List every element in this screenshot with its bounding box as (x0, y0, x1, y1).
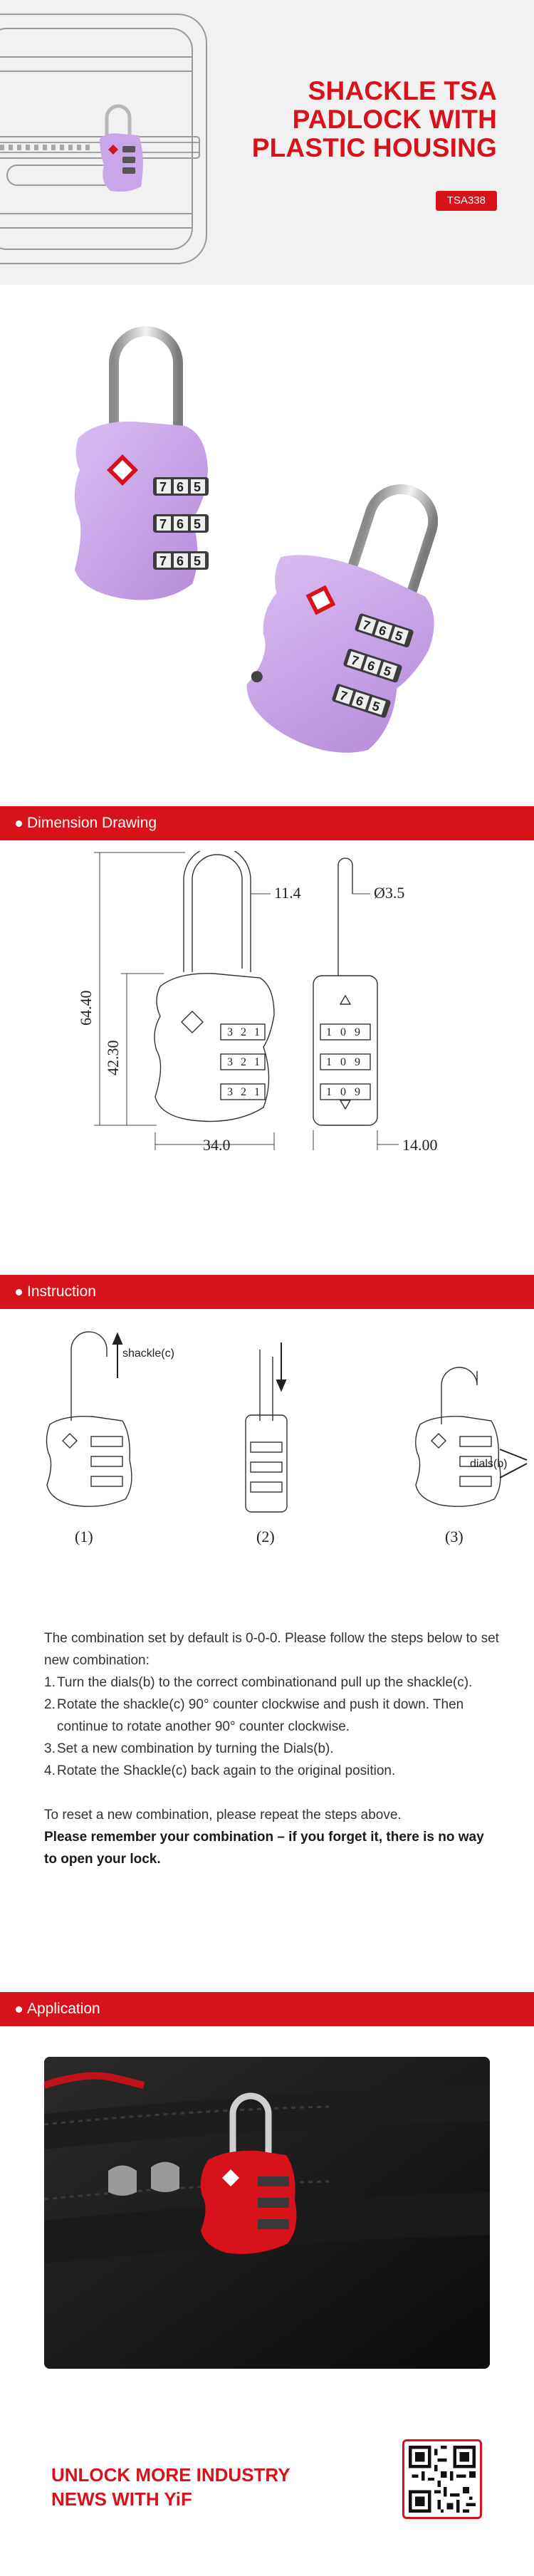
item-text: Set a new combination by turning the Dials(b). (57, 1741, 334, 1756)
dial-digit: 2 (241, 1056, 246, 1068)
section-title: Dimension Drawing (27, 815, 157, 831)
dial-digit: 1 (254, 1086, 260, 1098)
instruction-steps (0, 1328, 534, 1642)
instruction-text (44, 1627, 500, 1870)
section-header-dimension (0, 806, 534, 840)
model-badge: TSA338 (436, 191, 497, 211)
side-digit: 0 (340, 1056, 346, 1068)
padlock-illustration (0, 285, 534, 798)
dial-digit: 5 (370, 698, 382, 714)
item-number: 2. (44, 1697, 56, 1712)
side-digit: 9 (355, 1056, 360, 1068)
dial-digit: 2 (241, 1086, 246, 1098)
steps-diagram (0, 1328, 534, 1627)
lock-front (75, 331, 209, 600)
dim-depth: 14.00 (402, 1136, 438, 1154)
dim-width: 34.0 (203, 1136, 231, 1154)
dimension-diagram (0, 851, 534, 1278)
dim-bar: Ø3.5 (374, 884, 405, 902)
item-text: Rotate the shackle(c) 90° counter clockwise and push it down. Then continue to rotate another 90° counter clockwise. (57, 1697, 464, 1734)
dim-body-height: 42.30 (104, 1040, 122, 1075)
hero-title-line: PLASTIC HOUSING (251, 133, 497, 162)
reset-note: To reset a new combination, please repeat the steps above. (44, 1808, 402, 1823)
side-digit: 9 (355, 1026, 360, 1038)
application-photo (44, 2057, 490, 2369)
item-text: Turn the dials(b) to the correct combinationand pull up the shackle(c). (57, 1675, 473, 1690)
dial-digit: 5 (194, 554, 201, 568)
dial-digit: 6 (177, 517, 184, 531)
dial-digit: 3 (227, 1026, 233, 1038)
dial-digit: 7 (159, 554, 167, 568)
instruction-item (44, 1672, 500, 1694)
dial-digit: 5 (382, 663, 394, 679)
label-dials: dials(b) (470, 1458, 508, 1470)
lock-angled (227, 459, 474, 772)
instruction-intro: The combination set by default is 0-0-0. Please follow the steps below to set new combination: (44, 1631, 499, 1668)
product-photos (0, 285, 534, 798)
qr-code-icon (409, 2446, 476, 2513)
side-digit: 1 (326, 1056, 332, 1068)
item-text: Rotate the Shackle(c) back again to the original position. (57, 1763, 396, 1778)
instruction-list (44, 1672, 500, 1782)
side-digit: 0 (340, 1026, 346, 1038)
dial-digit: 6 (177, 480, 184, 494)
instruction-item (44, 1694, 500, 1738)
warning-note: Please remember your combination – if you forget it, there is no way to open your lock. (44, 1830, 484, 1867)
spacer (44, 1782, 500, 1804)
dial-digit: 1 (254, 1056, 260, 1068)
hero-title-line: SHACKLE TSA (308, 76, 497, 105)
step-number: (1) (75, 1528, 93, 1545)
dial-digit: 3 (227, 1086, 233, 1098)
bullet-icon (16, 820, 22, 827)
hero-title (241, 77, 497, 162)
step-number: (2) (256, 1528, 275, 1545)
section-title: Instruction (27, 1283, 96, 1300)
side-digit: 1 (326, 1086, 332, 1098)
side-digit: 9 (355, 1086, 360, 1098)
side-digit: 0 (340, 1086, 346, 1098)
dial-digit: 3 (227, 1056, 233, 1068)
dial-digit: 6 (177, 554, 184, 568)
item-number: 4. (44, 1763, 56, 1778)
footer-line: UNLOCK MORE INDUSTRY (51, 2464, 290, 2486)
dimension-drawing (0, 851, 534, 1278)
dial-digit: 5 (194, 480, 201, 494)
instruction-item (44, 1760, 500, 1782)
dial-digit: 7 (159, 517, 167, 531)
instruction-item (44, 1738, 500, 1760)
dial-digit: 7 (360, 617, 372, 634)
side-digit: 1 (326, 1026, 332, 1038)
dial-digit: 2 (241, 1026, 246, 1038)
dial-digit: 6 (377, 622, 389, 639)
dial-digit: 5 (194, 517, 201, 531)
label-shackle: shackle(c) (122, 1347, 174, 1360)
section-header-instruction (0, 1275, 534, 1309)
dim-height: 64.40 (77, 990, 95, 1026)
dial-digit: 1 (254, 1026, 260, 1038)
item-number: 1. (44, 1675, 56, 1690)
section-title: Application (27, 2001, 100, 2017)
step-number: (3) (445, 1528, 464, 1545)
item-number: 3. (44, 1741, 56, 1756)
section-header-application (0, 1992, 534, 2026)
backpack-photo-illustration (44, 2057, 490, 2369)
dial-digit: 7 (159, 480, 167, 494)
footer-cta (51, 2463, 308, 2511)
dial-digit: 7 (349, 652, 361, 669)
dial-digit: 6 (354, 693, 366, 709)
footer-line: NEWS WITH YiF (51, 2488, 192, 2510)
hero-title-line: PADLOCK WITH (292, 105, 497, 134)
bullet-icon (16, 1289, 22, 1295)
dial-digit: 6 (365, 657, 377, 674)
hero-banner (0, 0, 534, 285)
dim-shackle: 11.4 (274, 884, 301, 902)
bullet-icon (16, 2006, 22, 2013)
qr-code[interactable] (402, 2439, 482, 2519)
dial-digit: 5 (393, 627, 405, 645)
dial-digit: 7 (337, 687, 350, 704)
